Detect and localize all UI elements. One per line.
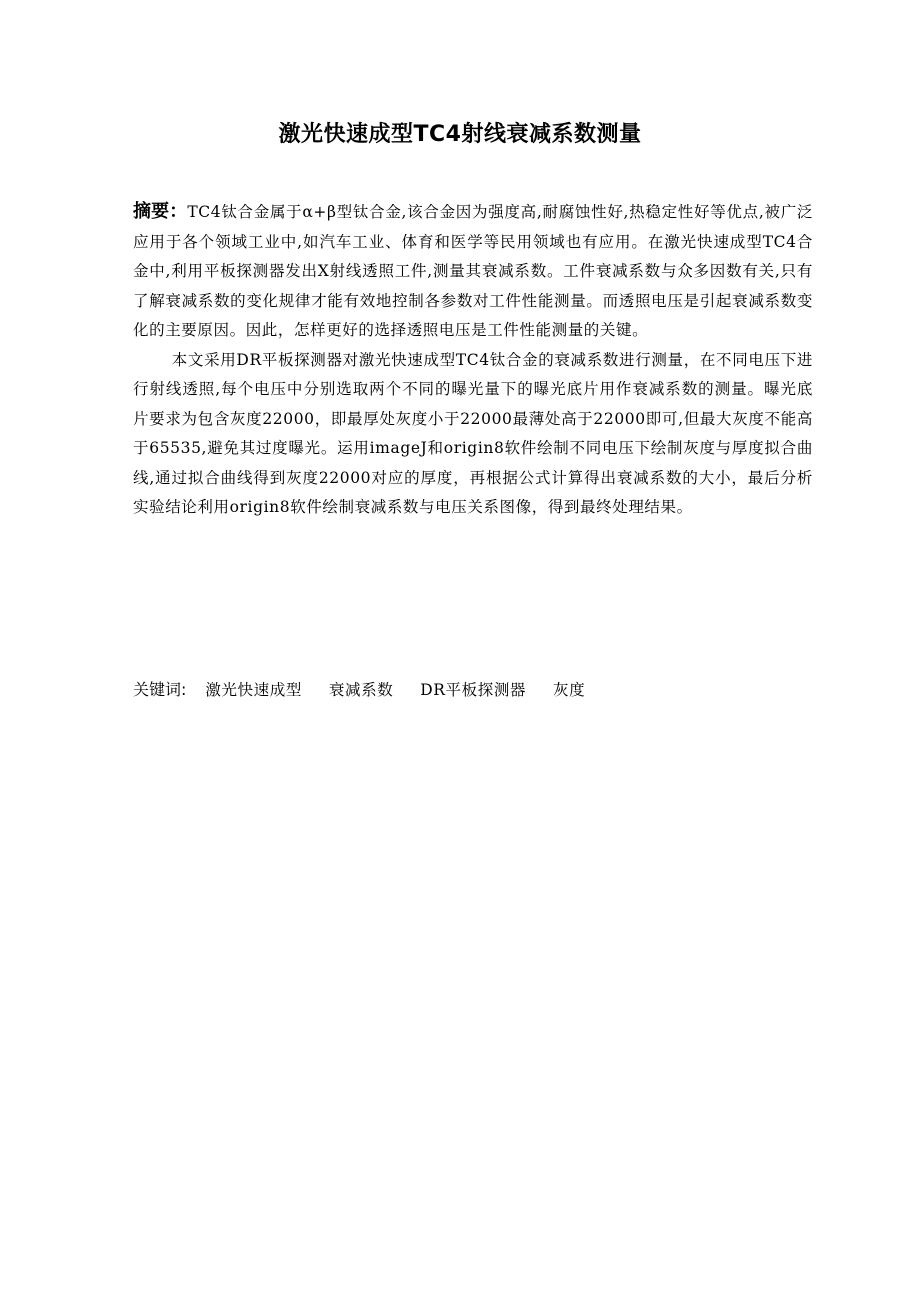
- keyword-item: 衰减系数: [328, 681, 394, 699]
- abstract-section: [133, 197, 813, 523]
- keyword-item: 灰度: [552, 681, 586, 699]
- keyword-item: DR平板探测器: [420, 681, 527, 699]
- keyword-item: 激光快速成型: [205, 681, 302, 699]
- keywords-section: [133, 675, 813, 705]
- keywords-label: 关键词:: [133, 680, 187, 699]
- abstract-paragraph-1: [133, 197, 813, 346]
- abstract-paragraph-2: 本文采用DR平板探测器对激光快速成型TC4钛合金的衰减系数进行测量，在不同电压下进行射线透照,每个电压中分别选取两个不同的曝光量下的曝光底片用作衰减系数的测量。曝光底片要求为包含灰度22000，即最厚处灰度小于22000最薄处高于22000即可,但最大灰度不能高于65535,避免其过度曝光。运用imageJ和origin8软件绘制不同电压下绘制灰度与厚度拟合曲线,通过拟合曲线得到灰度22000对应的厚度，再根据公式计算得出衰减系数的大小，最后分析实验结论利用origin8软件绘制衰减系数与电压关系图像，得到最终处理结果。: [133, 350, 813, 516]
- paper-title: 激光快速成型TC4射线衰减系数测量: [278, 122, 642, 147]
- abstract-text-1: TC4钛合金属于α+β型钛合金,该合金因为强度高,耐腐蚀性好,热稳定性好等优点,被广泛应用于各个领域工业中,如汽车工业、体育和医学等民用领域也有应用。在激光快速成型TC4合金中,利用平板探测器发出X射线透照工件,测量其衰减系数。工件衰减系数与众多因数有关,只有了解衰减系数的变化规律才能有效地控制各参数对工件性能测量。而透照电压是引起衰减系数变化的主要原因。因此，怎样更好的选择透照电压是工件性能测量的关键。: [133, 203, 813, 339]
- abstract-label: 摘要：: [133, 201, 188, 222]
